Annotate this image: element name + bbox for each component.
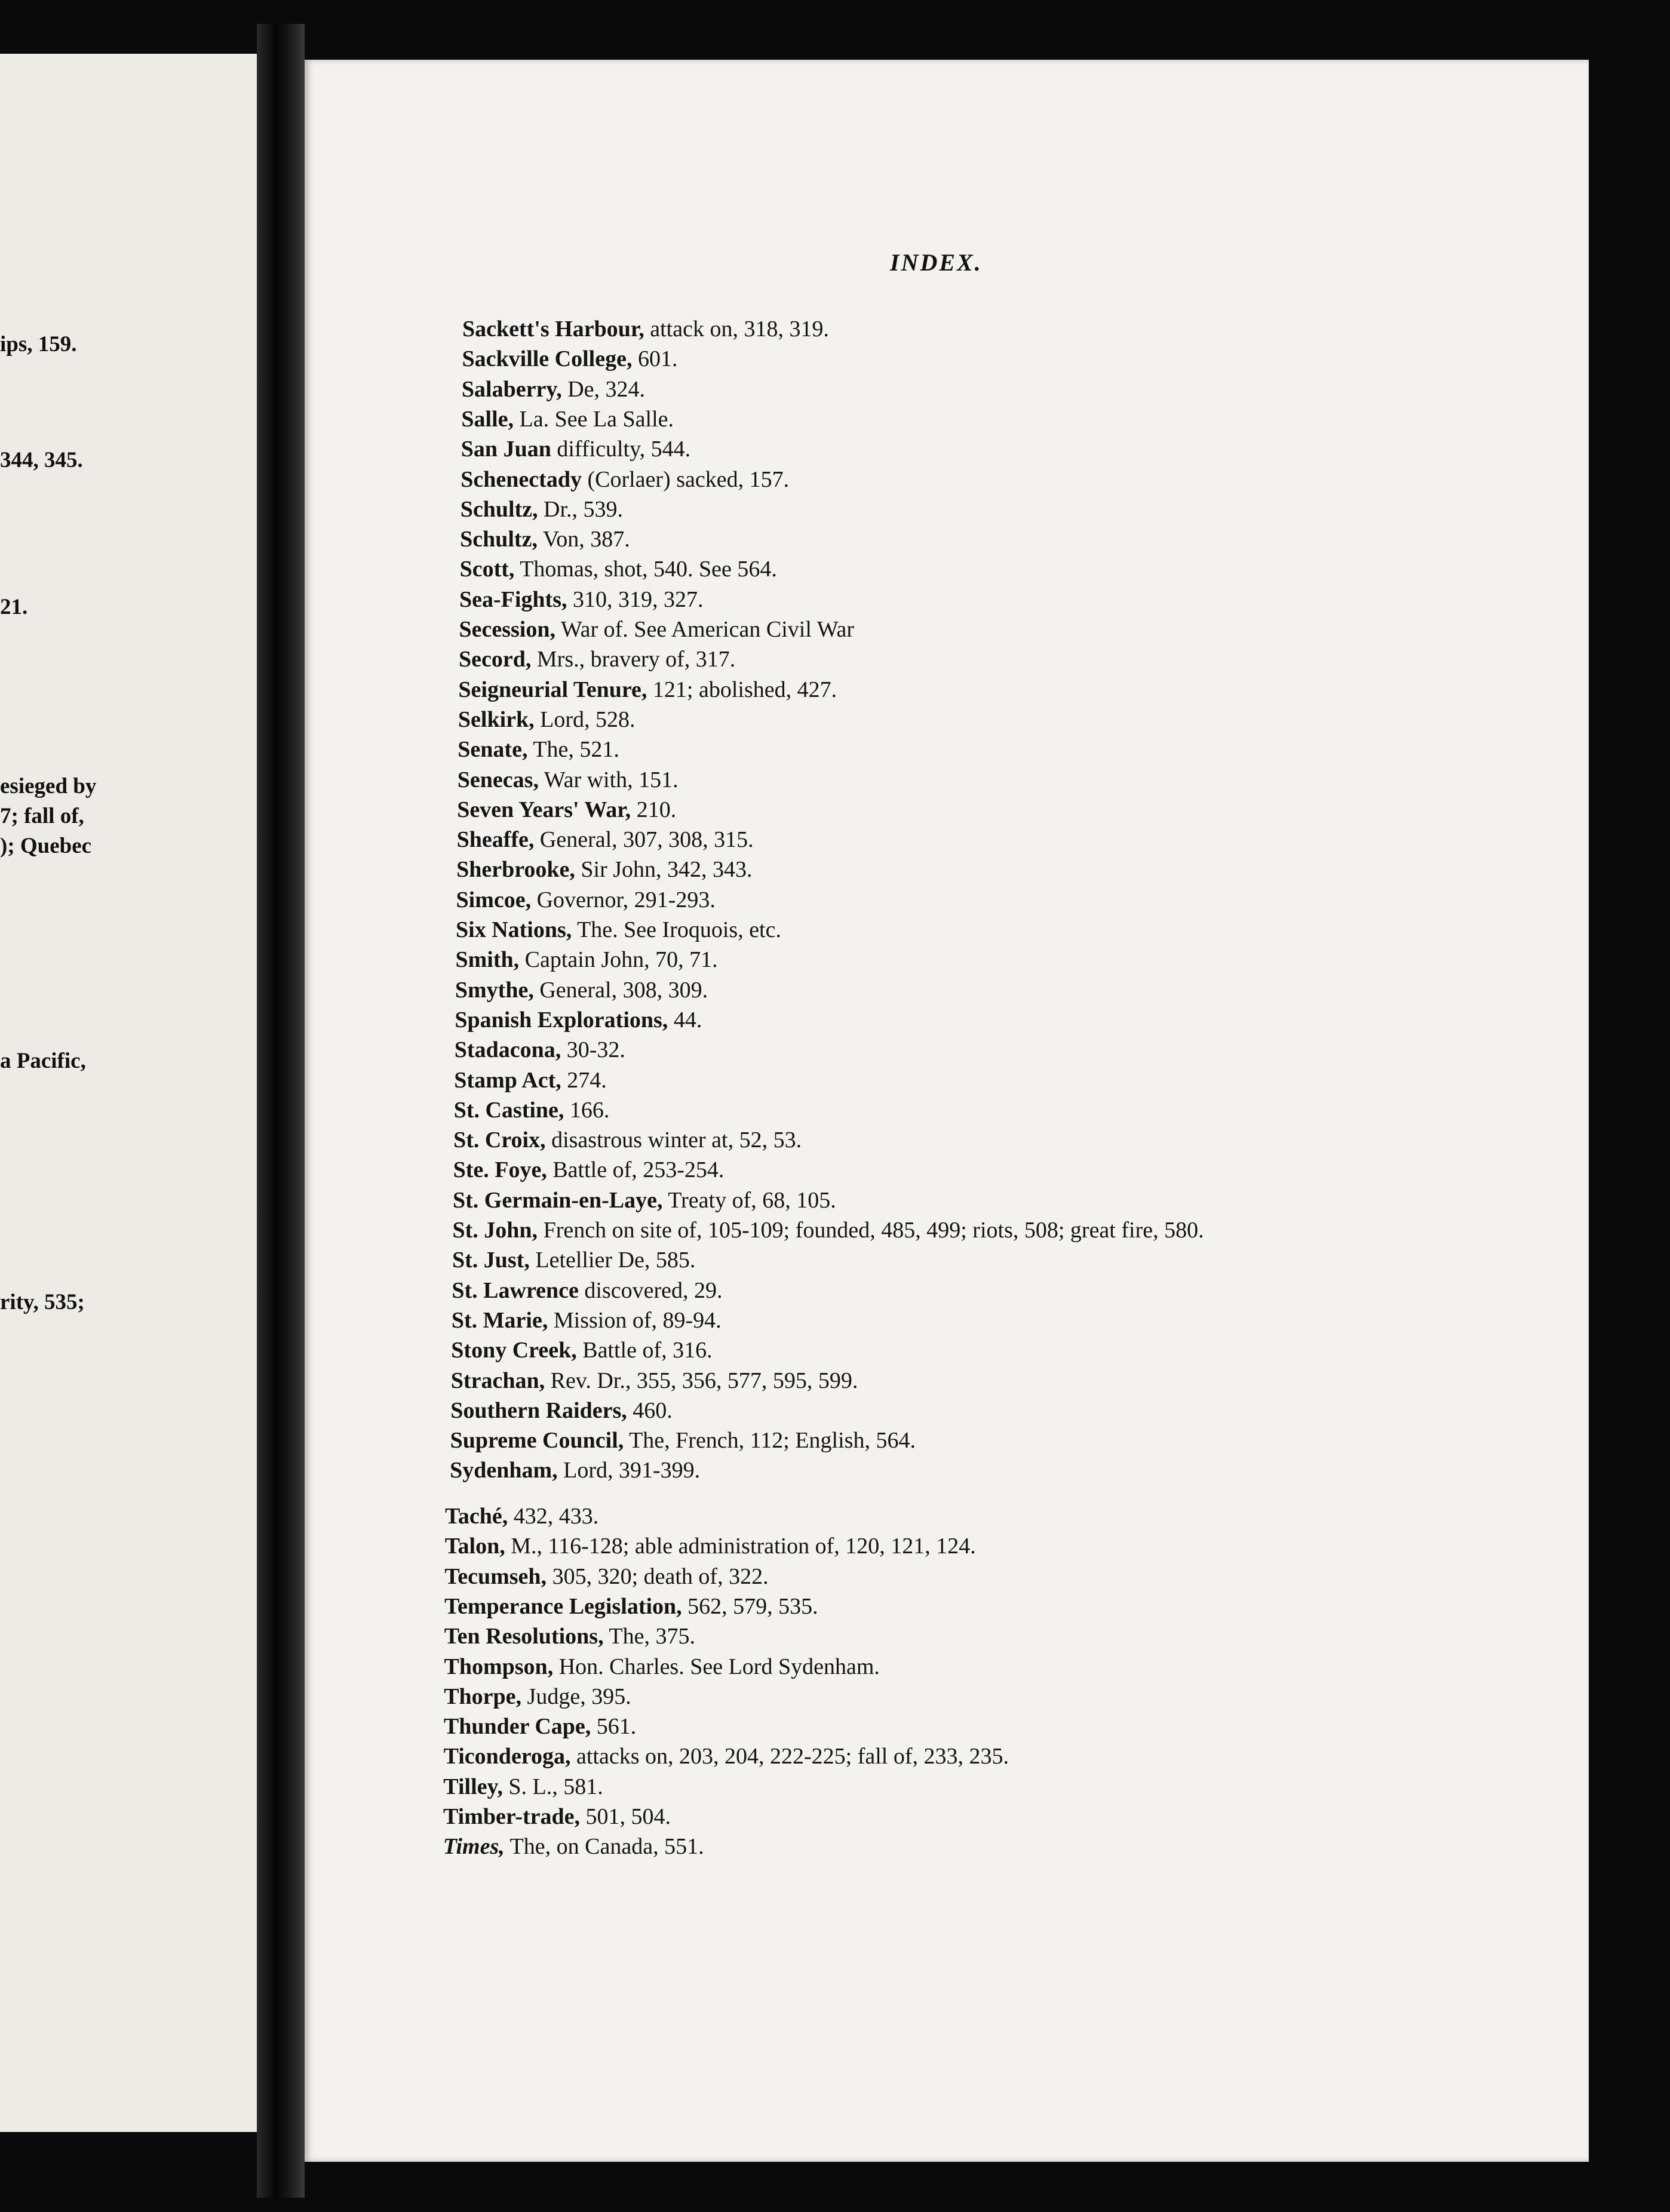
index-entry bbox=[462, 348, 678, 370]
index-entry bbox=[459, 588, 704, 611]
index-entry bbox=[444, 1655, 880, 1678]
left-page-line: 344, 345. bbox=[0, 448, 83, 472]
index-entry-references: De, 324. bbox=[561, 376, 646, 402]
index-entry-heading: Schultz, bbox=[460, 496, 538, 522]
index-entry-heading: St. Croix, bbox=[453, 1127, 546, 1153]
index-entry bbox=[443, 1835, 704, 1858]
index-entry-heading: Temperance Legislation, bbox=[444, 1593, 682, 1619]
index-entry bbox=[458, 678, 837, 701]
index-entry bbox=[462, 378, 645, 401]
index-entry-references: attacks on, 203, 204, 222-225; fall of, 233, 235. bbox=[570, 1744, 1009, 1769]
index-entry-references: Lord, 391-399. bbox=[557, 1458, 701, 1483]
index-entry bbox=[443, 1775, 603, 1798]
index-entry-heading: Taché, bbox=[445, 1504, 508, 1529]
index-entry-heading: Stadacona, bbox=[454, 1037, 561, 1063]
index-entry bbox=[461, 468, 789, 491]
index-entry bbox=[460, 558, 777, 580]
index-entry-references: discovered, 29. bbox=[578, 1277, 723, 1303]
index-entry-references: The. See Iroquois, etc. bbox=[572, 917, 781, 942]
index-entry-references: Mrs., bravery of, 317. bbox=[531, 647, 736, 672]
index-entry-references: 310, 319, 327. bbox=[567, 586, 704, 612]
index-entry bbox=[451, 1339, 712, 1362]
index-entry-heading: Thompson, bbox=[444, 1654, 554, 1679]
index-entry-references: Governor, 291-293. bbox=[531, 887, 716, 913]
index-entry-references: War of. See American Civil War bbox=[555, 617, 855, 642]
index-entry-references: The, French, 112; English, 564. bbox=[624, 1428, 916, 1454]
index-entry-heading: Secord, bbox=[459, 647, 532, 672]
index-entry-heading: Salaberry, bbox=[461, 376, 562, 402]
index-entry-heading: Stamp Act, bbox=[454, 1067, 561, 1093]
index-entry-heading: Spanish Explorations, bbox=[455, 1007, 668, 1033]
index-entry bbox=[452, 1249, 695, 1271]
index-entry bbox=[458, 769, 679, 791]
index-entry bbox=[457, 798, 676, 821]
index-entry-heading: Sherbrooke, bbox=[456, 857, 575, 883]
index-entry-heading: Secession, bbox=[459, 617, 555, 642]
index-entry bbox=[450, 1429, 916, 1452]
index-entry-references: The, on Canada, 551. bbox=[504, 1834, 704, 1860]
index-entry bbox=[458, 738, 619, 761]
index-entry-references: 305, 320; death of, 322. bbox=[547, 1563, 769, 1589]
index-entry-references: 601. bbox=[632, 346, 678, 372]
index-entry-heading: Tecumseh, bbox=[444, 1563, 547, 1589]
index-entry-references: General, 308, 309. bbox=[533, 977, 708, 1003]
index-entry-heading: Senate, bbox=[458, 737, 528, 763]
index-entry bbox=[459, 648, 735, 671]
index-entry-references: (Corlaer) sacked, 157. bbox=[581, 466, 790, 492]
page-title: INDEX. bbox=[890, 249, 983, 276]
index-entry bbox=[444, 1715, 636, 1738]
index-entry-references: Lord, 528. bbox=[534, 706, 636, 732]
index-entry bbox=[456, 918, 781, 941]
index-entry-references: 432, 433. bbox=[508, 1504, 599, 1529]
index-entry-references: Dr., 539. bbox=[538, 496, 624, 522]
index-entry bbox=[456, 858, 752, 881]
index-entry-heading: Talon, bbox=[444, 1534, 505, 1559]
index-entry bbox=[462, 318, 829, 340]
index-entry bbox=[461, 498, 623, 521]
index-entry-heading: Supreme Council, bbox=[450, 1428, 624, 1454]
index-entry-references: Judge, 395. bbox=[521, 1683, 631, 1709]
left-page-line: a Pacific, bbox=[0, 1049, 86, 1073]
index-entry bbox=[457, 828, 754, 851]
index-entry-heading: St. John, bbox=[452, 1218, 538, 1243]
index-entry bbox=[453, 1219, 1204, 1242]
index-entry-references: General, 307, 308, 315. bbox=[534, 827, 754, 853]
index-entry-heading: Sackville College, bbox=[462, 346, 633, 372]
index-entry bbox=[453, 1159, 725, 1181]
index-entry-references: The, 521. bbox=[527, 737, 619, 763]
index-entry-references: French on site of, 105-109; founded, 485, 499; riots, 508; great fire, 580. bbox=[538, 1218, 1204, 1243]
index-entry-heading: Simcoe, bbox=[456, 887, 532, 913]
index-entry bbox=[444, 1595, 818, 1618]
index-entry-references: 121; abolished, 427. bbox=[647, 677, 837, 702]
index-entry-heading: St. Lawrence bbox=[452, 1277, 579, 1303]
index-entry-references: 501, 504. bbox=[580, 1804, 671, 1829]
index-entry bbox=[444, 1685, 631, 1708]
index-entry-references: Mission of, 89-94. bbox=[548, 1307, 722, 1333]
index-entry-heading: San Juan bbox=[461, 437, 551, 462]
index-entry-heading: Schenectady bbox=[461, 466, 582, 492]
index-entry-heading: Tilley, bbox=[443, 1774, 503, 1799]
index-entry bbox=[460, 528, 630, 551]
index-entry-heading: St. Just, bbox=[452, 1248, 530, 1273]
index-entry-references: Von, 387. bbox=[537, 527, 630, 552]
index-entry-references: La. See La Salle. bbox=[514, 406, 674, 432]
index-entry-heading: Sea-Fights, bbox=[459, 586, 567, 612]
left-page-line: ips, 159. bbox=[0, 332, 77, 357]
index-entry-heading: Thunder Cape, bbox=[443, 1714, 591, 1740]
index-entry bbox=[443, 1805, 671, 1828]
index-entry-heading: Senecas, bbox=[457, 767, 539, 792]
index-entry-heading: Sydenham, bbox=[450, 1458, 558, 1483]
index-entry-references: Sir John, 342, 343. bbox=[575, 857, 753, 883]
index-entry-heading: Schultz, bbox=[460, 527, 538, 552]
index-entry bbox=[454, 1099, 610, 1122]
index-entry-heading: Smith, bbox=[455, 947, 520, 973]
index-entry-references: 166. bbox=[564, 1097, 610, 1123]
index-entry bbox=[455, 1039, 625, 1061]
index-entry-heading: Salle, bbox=[461, 406, 514, 432]
index-entry bbox=[445, 1535, 976, 1557]
index-entry bbox=[450, 1459, 700, 1482]
index-entry-heading: Ste. Foye, bbox=[453, 1157, 547, 1183]
index-entry-heading: Scott, bbox=[459, 557, 515, 582]
index-entry-references: 274. bbox=[561, 1067, 607, 1093]
index-entry-references: difficulty, 544. bbox=[551, 437, 691, 462]
index-entry-references: Battle of, 316. bbox=[576, 1338, 713, 1363]
index-entry bbox=[461, 408, 674, 431]
index-entry-references: disastrous winter at, 52, 53. bbox=[545, 1127, 802, 1153]
index-entry-references: 562, 579, 535. bbox=[681, 1593, 818, 1619]
index-entry-references: Hon. Charles. See Lord Sydenham. bbox=[553, 1654, 880, 1679]
index-entry bbox=[444, 1745, 1009, 1768]
index-entry bbox=[445, 1505, 598, 1528]
index-entry-references: War with, 151. bbox=[538, 767, 679, 792]
index-entry bbox=[455, 979, 708, 1001]
index-entry-heading: Stony Creek, bbox=[451, 1338, 577, 1363]
index-entry-heading: Seigneurial Tenure, bbox=[458, 677, 647, 702]
index-entry-heading: Sackett's Harbour, bbox=[462, 317, 644, 342]
index-entry bbox=[461, 438, 690, 460]
index-entry-references: Thomas, shot, 540. See 564. bbox=[514, 557, 777, 582]
left-page-line: 21. bbox=[0, 595, 28, 619]
index-entry-heading: Six Nations, bbox=[456, 917, 572, 942]
index-entry-references: attack on, 318, 319. bbox=[644, 317, 829, 342]
index-entry bbox=[453, 1129, 802, 1151]
index-entry bbox=[452, 1279, 722, 1302]
index-entry-references: Treaty of, 68, 105. bbox=[662, 1187, 836, 1213]
index-entry-heading: St. Castine, bbox=[453, 1097, 564, 1123]
index-entry bbox=[455, 1009, 702, 1031]
index-entry-references: Battle of, 253-254. bbox=[547, 1157, 725, 1183]
index-entry-references: 460. bbox=[627, 1397, 673, 1423]
index-entry-heading: Southern Raiders, bbox=[450, 1397, 627, 1423]
index-entry-heading: Selkirk, bbox=[458, 706, 535, 732]
index-entry-references: S. L., 581. bbox=[502, 1774, 603, 1799]
index-entry bbox=[444, 1625, 695, 1648]
index-entry-references: 210. bbox=[631, 797, 677, 822]
left-page-line: rity, 535; bbox=[0, 1290, 85, 1314]
index-entry bbox=[451, 1369, 858, 1392]
index-entry-references: Letellier De, 585. bbox=[529, 1248, 696, 1273]
index-entry-heading: Smythe, bbox=[455, 977, 534, 1003]
index-entry-references: Rev. Dr., 355, 356, 577, 595, 599. bbox=[545, 1368, 858, 1393]
index-entry-heading: Ticonderoga, bbox=[443, 1744, 571, 1769]
index-entry bbox=[453, 1189, 836, 1212]
left-page-line: esieged by bbox=[0, 774, 97, 798]
index-entry bbox=[458, 708, 636, 731]
index-entry bbox=[456, 889, 716, 911]
index-entry bbox=[450, 1399, 673, 1422]
index-entry-references: The, 375. bbox=[603, 1624, 695, 1649]
index-entry-heading: Sheaffe, bbox=[456, 827, 535, 853]
index-entry bbox=[456, 948, 718, 971]
index-entry-heading: St. Germain-en-Laye, bbox=[453, 1187, 663, 1213]
index-entry-heading: St. Marie, bbox=[451, 1307, 548, 1333]
left-page-line: 7; fall of, bbox=[0, 804, 84, 828]
index-entry-references: 30-32. bbox=[561, 1037, 625, 1063]
index-entry-heading: Seven Years' War, bbox=[457, 797, 631, 822]
index-entry-heading: Times, bbox=[443, 1834, 505, 1860]
left-page-line: ); Quebec bbox=[0, 834, 92, 858]
index-entry-heading: Ten Resolutions, bbox=[444, 1624, 604, 1649]
index-entry-heading: Strachan, bbox=[450, 1368, 545, 1393]
index-entry bbox=[454, 1069, 606, 1092]
index-entry-heading: Timber-trade, bbox=[443, 1804, 581, 1829]
index-entry bbox=[444, 1565, 768, 1588]
index-entry-heading: Thorpe, bbox=[444, 1683, 522, 1709]
index-entry-references: Captain John, 70, 71. bbox=[519, 947, 718, 973]
index-entry bbox=[452, 1309, 722, 1332]
index-entry bbox=[459, 618, 855, 641]
index-entry-references: M., 116-128; able administration of, 120, 121, 124. bbox=[505, 1534, 976, 1559]
index-entry-references: 561. bbox=[591, 1714, 637, 1740]
index-entry-references: 44. bbox=[668, 1007, 702, 1033]
